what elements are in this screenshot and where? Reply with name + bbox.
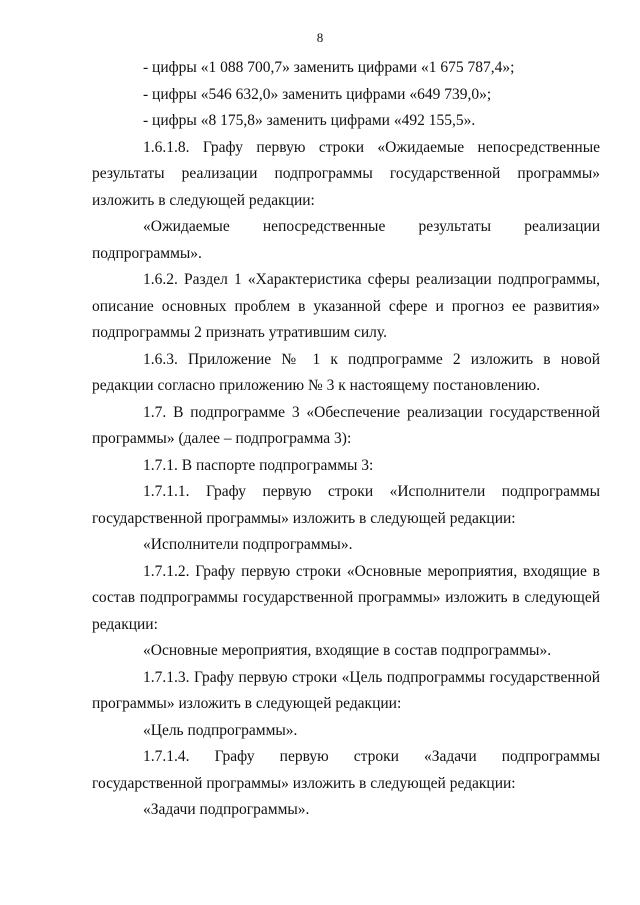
paragraph-7: 1.6.3. Приложение № 1 к подпрограмме 2 изложить в новой редакции согласно приложению № 3 к настоящему постановлению. [92,350,600,394]
paragraph-13: «Основные мероприятия, входящие в состав подпрограммы». [143,642,552,659]
paragraph-2: - цифры «546 632,0» заменить цифрами «649 739,0»; [143,85,492,103]
paragraph-16: 1.7.1.4. Графу первую строки «Задачи подпрограммы государственной программы» изложить в следующей редакции: [92,748,600,792]
paragraph-11: «Исполнители подпрограммы». [143,536,353,553]
paragraph-10: 1.7.1.1. Графу первую строки «Исполнители подпрограммы государственной программы» изложить в следующей редакции: [92,483,600,527]
paragraph-17: «Задачи подпрограммы». [143,801,310,818]
paragraph-9: 1.7.1. В паспорте подпрограммы 3: [143,456,374,474]
paragraph-14: 1.7.1.3. Графу первую строки «Цель подпрограммы государственной программы» изложить в следующей редакции: [92,668,600,712]
paragraph-5: «Ожидаемые непосредственные результаты реализации подпрограммы». [92,218,600,262]
paragraph-15: «Цель подпрограммы». [143,721,298,739]
paragraph-8: 1.7. В подпрограмме 3 «Обеспечение реализации государственной программы» (далее – подпрограмма 3): [92,403,600,447]
paragraph-4: 1.6.1.8. Графу первую строки «Ожидаемые непосредственные результаты реализации подпрограммы государственной программы» изложить в следующей редакции: [92,138,600,209]
document-body [92,55,600,824]
paragraph-3: - цифры «8 175,8» заменить цифрами «492 155,5». [143,112,476,129]
paragraph-1: - цифры «1 088 700,7» заменить цифрами «1 675 787,4»; [143,59,515,76]
paragraph-6: 1.6.2. Раздел 1 «Характеристика сферы реализации подпрограммы, описание основных проблем в указанной сфере и прогноз ее развития» подпрограммы 2 признать утратившим силу. [92,271,600,341]
paragraph-12: 1.7.1.2. Графу первую строки «Основные мероприятия, входящие в состав подпрограммы государственной программы» изложить в следующей редакции: [92,562,600,633]
page-number: 8 [316,30,324,45]
